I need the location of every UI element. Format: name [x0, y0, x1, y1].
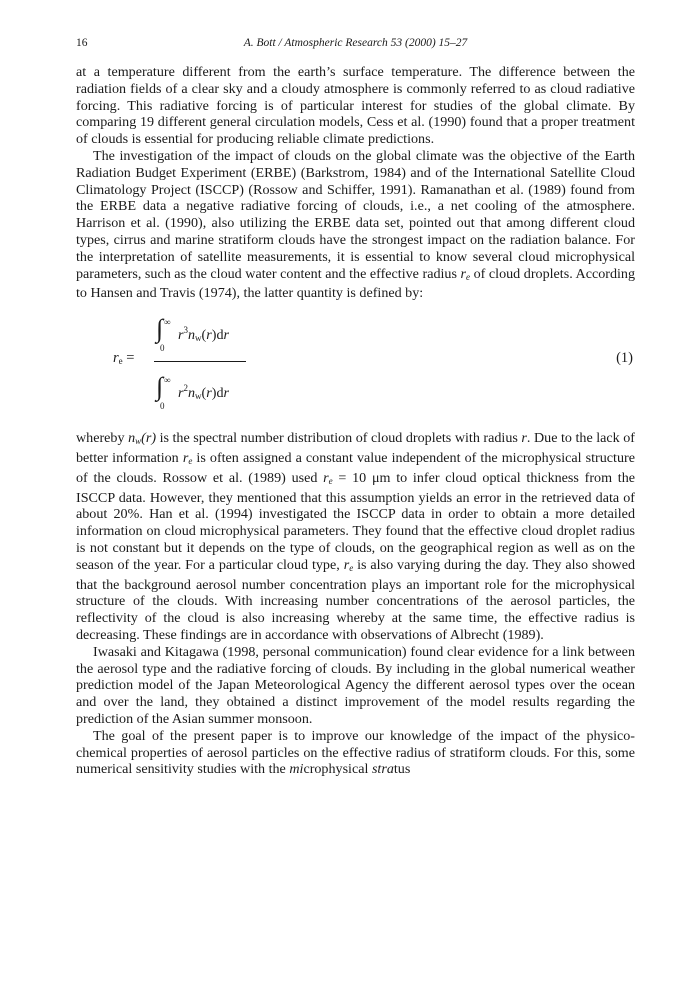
- page-number: 16: [76, 37, 88, 49]
- paragraph-3-text-c: . Due to the lack of better information: [76, 430, 635, 466]
- symbol-n-w: $n_w(r)$: [128, 430, 157, 447]
- symbol-r-e: $r_e$: [323, 469, 333, 486]
- paragraph-3-text-f: is also varying during the day. They also showed that the background aerosol number concentration plays an important role for the microphysical structure of the clouds. With increasing number concentrations of the aerosol particles, the reflectivity of the cloud is also increasing whereby at the same time, the effective radius is decreasing. These findings are in accordance with observations of Albrecht (1989).: [76, 556, 635, 643]
- paragraph-4: Iwasaki and Kitagawa (1998, personal communication) found clear evidence for a link between the aerosol type and the radiative forcing of clouds. By including in the global numerical weather prediction model of the Japan Meteorological Agency the different aerosol types over the ocean and over the land, they obtained a distinct improvement of the model results regarding the prediction of the Asian summer monsoon.: [76, 643, 635, 727]
- paragraph-3-text-e: = 10 μm to infer cloud optical thickness from the ISCCP data. However, they mentioned that this assumption yields an error in the retrieved data of about 20%. Han et al. (1994) investigated the ISCCP data in order to obtain a more detailed information on cloud microphysical parameters. They found that the effective cloud droplet radius is not constant but it depends on the type of clouds, on the geographical region as well as on the season of the year. For a particular cloud type,: [76, 469, 635, 573]
- paragraph-3: [76, 430, 635, 644]
- equation-lhs: $r_e$ =: [113, 350, 135, 367]
- equation-number: (1): [616, 350, 633, 367]
- paragraph-1: at a temperature different from the earth’s surface temperature. The difference between the radiation fields of a clear sky and a cloudy atmosphere is commonly referred to as cloud radiative forcing. This radiative forcing is of particular interest for studies of the global climate. By comparing 19 different general circulation models, Cess et al. (1990) found that a proper treatment of clouds is essential for producing reliable climate predictions.: [76, 64, 635, 148]
- paragraph-2: [76, 148, 635, 302]
- running-title: A. Bott / Atmospheric Research 53 (2000) 15–27: [243, 37, 468, 49]
- paragraph-5-text-a: The goal of the present paper is to improve our knowledge of the impact of the physico-chemical properties of aerosol particles on the effective radius of stratiform clouds. For this, some numerical sensitivity studies with the: [76, 727, 635, 778]
- page-header: [76, 37, 635, 53]
- symbol-r: r: [521, 430, 527, 447]
- paragraph-2-text-a: The investigation of the impact of clouds on the global climate was the objective of the Earth Radiation Budget Experiment (ERBE) (Barkstrom, 1984) and of the International Satellite Cloud Climatology Project (ISCCP) (Rossow and Schiffer, 1991). Ramanathan et al. (1989) found from the ERBE data a negative radiative forcing of clouds, i.e., a net cooling of the atmosphere. Harrison et al. (1990), also utilizing the ERBE data set, pointed out that among different cloud types, cirrus and marine stratiform clouds have the strongest impact on the radiation balance. For the interpretation of satellite measurements, it is essential to know several cloud microphysical parameters, such as the cloud water content and the effective radius: [76, 147, 635, 282]
- paragraph-3-text-b: is the spectral number distribution of cloud droplets with radius: [159, 430, 518, 447]
- body-text: [76, 64, 635, 778]
- paragraph-3-text-a: whereby: [76, 430, 125, 447]
- paragraph-5-text-c: tus: [393, 761, 411, 778]
- equation-denominator: ∫ ∞ 0 $r^2n_w(r)dr$: [156, 372, 229, 412]
- symbol-r-e: $r_e$: [182, 449, 193, 466]
- symbol-r-e: $r_e$: [460, 265, 471, 282]
- equation-numerator: ∫ ∞ 0 $r^3n_w(r)dr$: [156, 314, 229, 354]
- paragraph-5: [76, 728, 635, 778]
- paragraph-2-text-b: of cloud droplets. According to Hansen and Travis (1974), the latter quantity is defined by:: [76, 265, 635, 302]
- paragraph-5-text-b: crophysical: [303, 761, 369, 778]
- fraction-bar: [154, 361, 246, 362]
- symbol-r-e: $r_e$: [343, 556, 354, 573]
- paragraph-3-text-d: is often assigned a constant value independent of the microphysical structure of the clouds. Rossow et al. (1989) used: [76, 449, 635, 486]
- emphasis-stra: stra: [371, 761, 394, 778]
- emphasis-mi: mi: [289, 761, 304, 778]
- equation-1: [76, 302, 635, 430]
